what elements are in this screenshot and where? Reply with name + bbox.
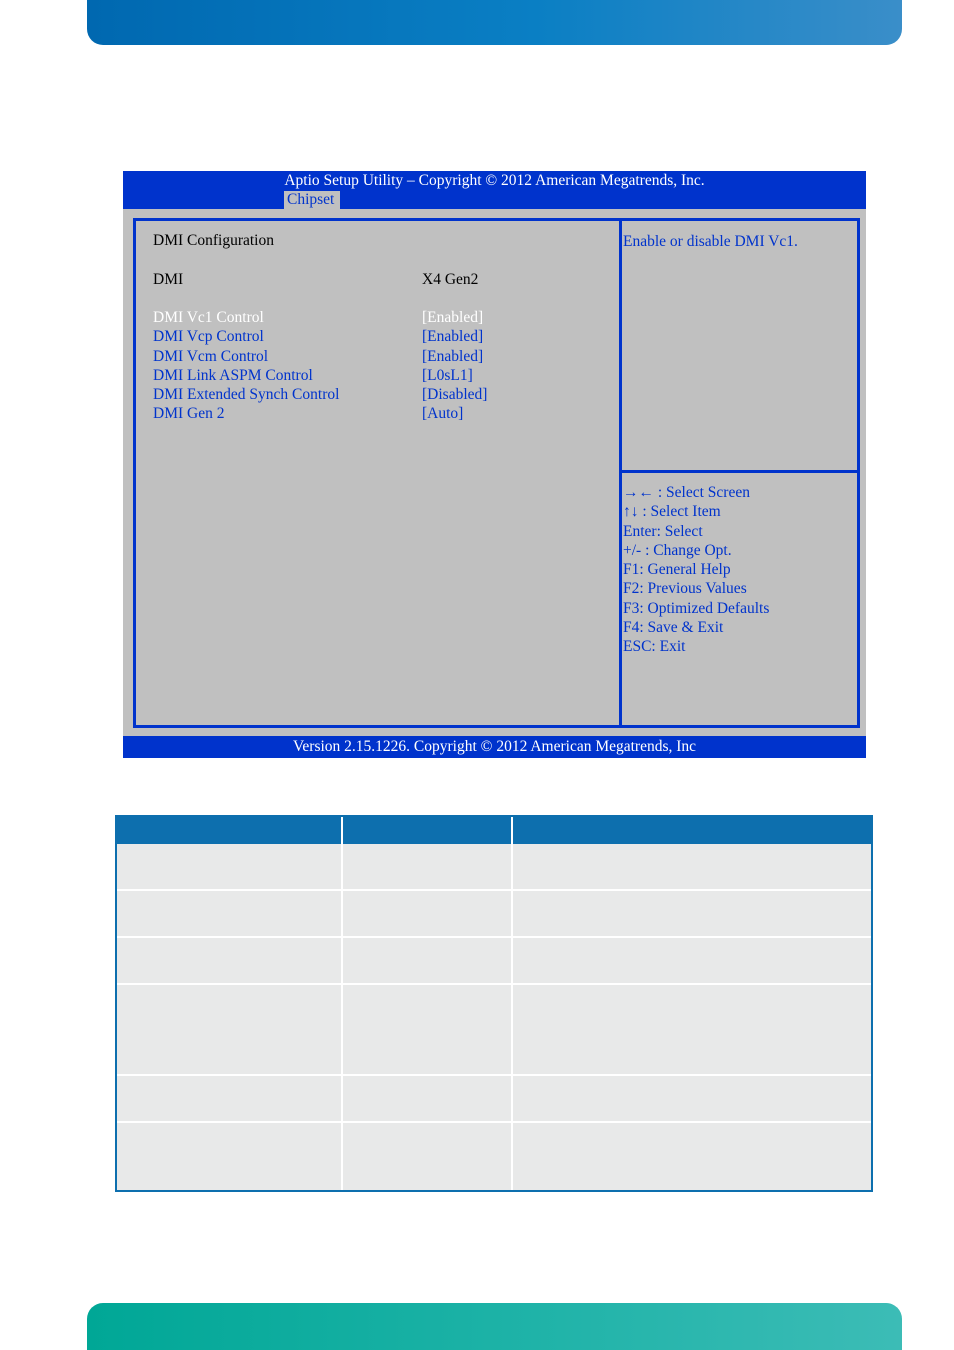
- bios-setup-screen: [123, 171, 866, 758]
- key-enter-select: Enter: Select: [623, 522, 703, 540]
- key-save-exit: F4: Save & Exit: [623, 619, 724, 637]
- key-optimized-defaults: F3: Optimized Defaults: [623, 599, 770, 617]
- table-row: [117, 985, 871, 1076]
- help-divider: [622, 470, 857, 473]
- setting-value-dmi-vcp-control[interactable]: [Enabled]: [422, 328, 484, 345]
- tab-chipset[interactable]: Chipset: [284, 191, 340, 209]
- setting-label-dmi-vc1-control[interactable]: DMI Vc1 Control: [153, 309, 264, 326]
- table-row: [117, 844, 871, 891]
- key-select-item: ↑↓ : Select Item: [623, 503, 721, 521]
- setting-label-dmi-vcp-control[interactable]: DMI Vcp Control: [153, 328, 264, 345]
- setting-value-dmi-vc1-control[interactable]: [Enabled]: [422, 309, 484, 326]
- section-title: DMI Configuration: [153, 232, 274, 249]
- table-header: [117, 817, 871, 844]
- key-previous-values: F2: Previous Values: [623, 580, 747, 598]
- table-row: [117, 1076, 871, 1123]
- setting-value-dmi-link-aspm-control[interactable]: [L0sL1]: [422, 367, 473, 384]
- setting-label-dmi-gen-2[interactable]: DMI Gen 2: [153, 405, 225, 422]
- settings-table: [115, 815, 873, 1192]
- bios-footer: Version 2.15.1226. Copyright © 2012 American Megatrends, Inc: [123, 736, 866, 758]
- setting-label-dmi-link-aspm-control[interactable]: DMI Link ASPM Control: [153, 367, 313, 384]
- top-banner: [87, 0, 902, 45]
- setting-value-dmi-extended-synch-control[interactable]: [Disabled]: [422, 386, 488, 403]
- settings-panel: [133, 218, 620, 728]
- table-column-divider: [511, 817, 513, 1190]
- setting-value-dmi-gen-2[interactable]: [Auto]: [422, 405, 464, 422]
- help-panel: [619, 218, 860, 728]
- table-row: [117, 938, 871, 985]
- setting-label-dmi-extended-synch-control[interactable]: DMI Extended Synch Control: [153, 386, 340, 403]
- key-general-help: F1: General Help: [623, 561, 731, 579]
- key-change-opt: +/- : Change Opt.: [623, 541, 732, 559]
- bios-title: Aptio Setup Utility – Copyright © 2012 American Megatrends, Inc.: [284, 172, 705, 189]
- bios-header: [123, 171, 866, 209]
- setting-label-dmi-vcm-control[interactable]: DMI Vcm Control: [153, 348, 269, 365]
- bottom-banner: [87, 1303, 902, 1350]
- dmi-info-value: X4 Gen2: [422, 271, 479, 288]
- table-column-divider: [341, 817, 343, 1190]
- setting-value-dmi-vcm-control[interactable]: [Enabled]: [422, 348, 484, 365]
- help-text: Enable or disable DMI Vc1.: [623, 233, 798, 250]
- key-legend: [623, 483, 769, 657]
- dmi-info-label: DMI: [153, 271, 184, 288]
- key-select-screen: →← : Select Screen: [623, 484, 750, 501]
- table-row: [117, 891, 871, 938]
- key-esc-exit: ESC: Exit: [623, 638, 686, 656]
